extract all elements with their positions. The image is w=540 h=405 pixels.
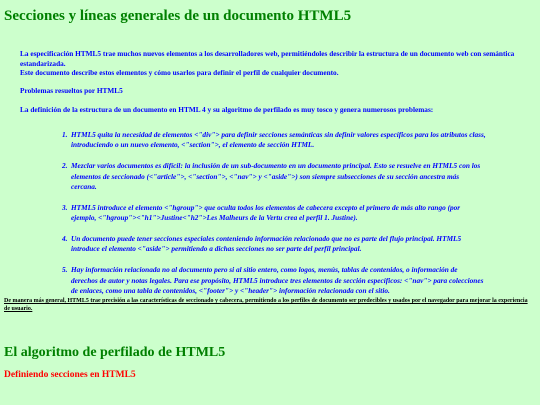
intro-line-1: La especificación HTML5 trae muchos nuevos elementos a los desarrolladores web, permitiéndoles describir la estructura de un documento web con semántica estandarizada. [20, 49, 515, 68]
problem-item [62, 130, 486, 151]
intro-paragraph [20, 49, 530, 78]
problem-item [62, 161, 486, 192]
problem-number: 1. [62, 130, 68, 139]
problem-number: 3. [62, 202, 68, 212]
problem-text: Un documento puede tener secciones especiales conteniendo información relacionado que no es parte del flujo principal. HTML5 introduce el elemento <"aside"> permitiendo a dichas secciones no ser parte del perfil principal. [71, 234, 462, 254]
problem-item [62, 202, 486, 224]
problem-text: Mezclar varios documentos es difícil: la inclusión de un sub-documento en un documento principal. Esto se resuelve en HTML5 con los elementos de seccionado (<"article">, <"section">, <"nav"> y <"aside">) son siempre subsecciones de su sección ancestra más cercana. [71, 161, 481, 192]
section-heading: El algoritmo de perfilado de HTML5 [4, 345, 226, 360]
problems-list [62, 130, 486, 307]
problem-text: HTML5 introduce el elemento <"hgroup"> que oculta todos los elementos de cabecera excepto el primero de más alto rango (por ejemplo, <"hgroup"><"h1">Justine<"h2">Les Malheurs de la Vertu crea el perfil 1. Justine). [71, 202, 461, 223]
intro-line-2: Este documento describe estos elementos y cómo usarlos para definir el perfil de cualquier documento. [20, 68, 339, 77]
problem-number: 2. [62, 161, 68, 171]
problem-text: Hay información relacionada no al documento pero si al sitio entero, como logos, menús, tablas de contenidos, o información de derechos de autor y notas legales. Para ese propósito, HTML5 introduce tres elementos de sección específicos: <"nav"> para colecciones de enlaces, como una tabla de contenidos, <"footer"> y <"header"> información relacionada con el sitio. [71, 265, 484, 296]
problems-title: Problemas resueltos por HTML5 [20, 86, 123, 95]
general-note: De manera más general, HTML5 trae precisión a las características de seccionado y cabecera, permitiendo a los perfiles de documento ser predecibles y usados por el navegador para mejorar la experiencia de usuario. [4, 298, 528, 312]
problem-text: HTML5 quita la necesidad de elementos <"div"> para definir secciones semánticas sin definir valores específicos para los atributos class, introduciendo o un nuevo elemento, <"section">, el elemento de sección HTML. [71, 130, 486, 150]
page-title: Secciones y líneas generales de un documento HTML5 [4, 8, 352, 24]
problem-number: 4. [62, 234, 68, 244]
subsection-heading: Definiendo secciones en HTML5 [4, 370, 136, 380]
problems-lead: La definición de la estructura de un documento en HTML 4 y su algoritmo de perfilado es muy tosco y genera numerosos problemas: [20, 105, 434, 114]
problem-item [62, 234, 486, 255]
problem-number: 5. [62, 265, 68, 275]
problem-item [62, 265, 486, 296]
